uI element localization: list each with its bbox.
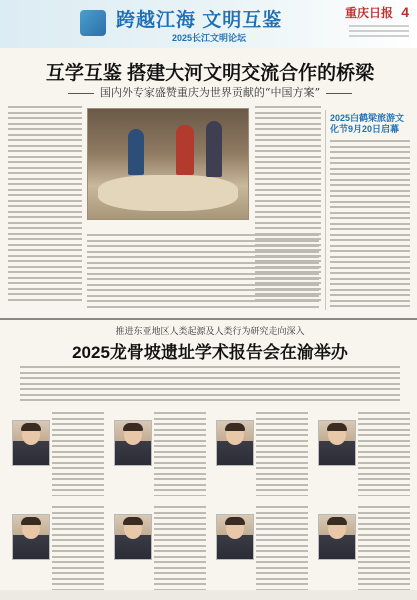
expert-portrait (216, 514, 254, 560)
expert-card (314, 496, 410, 584)
masthead-info (349, 22, 409, 40)
expert-portrait (318, 420, 356, 466)
expert-card (110, 402, 206, 490)
expert-quote (256, 506, 308, 600)
side-headline: 2025白鹤梁旅游文化节9月20日启幕 (330, 113, 405, 134)
side-body (330, 140, 410, 311)
lead-body-column-1 (8, 106, 82, 304)
expert-portrait (114, 420, 152, 466)
expert-card (8, 402, 104, 490)
expert-card (8, 496, 104, 584)
page-number: 4 (401, 4, 409, 20)
expert-portrait (12, 514, 50, 560)
expert-portrait (318, 514, 356, 560)
expert-portrait (114, 514, 152, 560)
header-banner (0, 0, 417, 48)
expert-card (212, 496, 308, 584)
lead-body-continued (87, 234, 319, 311)
expert-portrait (216, 420, 254, 466)
page-footer (0, 590, 417, 600)
expert-card (314, 402, 410, 490)
photo-person (176, 125, 194, 175)
second-kicker: 推进东亚地区人类起源及人类行为研究走向深入 (115, 327, 305, 337)
masthead-paper-name: 重庆日报 (345, 6, 394, 20)
expert-quote (358, 506, 410, 600)
lead-headline: 互学互鉴 搭建大河文明交流合作的桥梁 (45, 63, 375, 84)
lead-subheadline: 国内外专家盛赞重庆为世界贡献的“中国方案” (20, 84, 400, 100)
expert-quote (154, 506, 206, 600)
photo-person (206, 121, 222, 177)
masthead (345, 4, 409, 21)
photo-model (98, 175, 238, 211)
expert-card (212, 402, 308, 490)
section-divider (0, 318, 417, 320)
expert-portrait (12, 420, 50, 466)
forum-logo-icon (80, 10, 106, 36)
expert-quote (52, 506, 104, 600)
column-rule (325, 110, 326, 310)
lead-photo (87, 108, 249, 220)
expert-card (110, 496, 206, 584)
second-headline: 2025龙骨坡遗址学术报告会在渝举办 (72, 343, 348, 362)
banner-title: 跨越江海 文明互鉴 (116, 10, 283, 31)
photo-person (128, 129, 144, 175)
second-intro (20, 366, 400, 405)
banner-subtitle: 2025长江文明论坛 (172, 33, 247, 43)
